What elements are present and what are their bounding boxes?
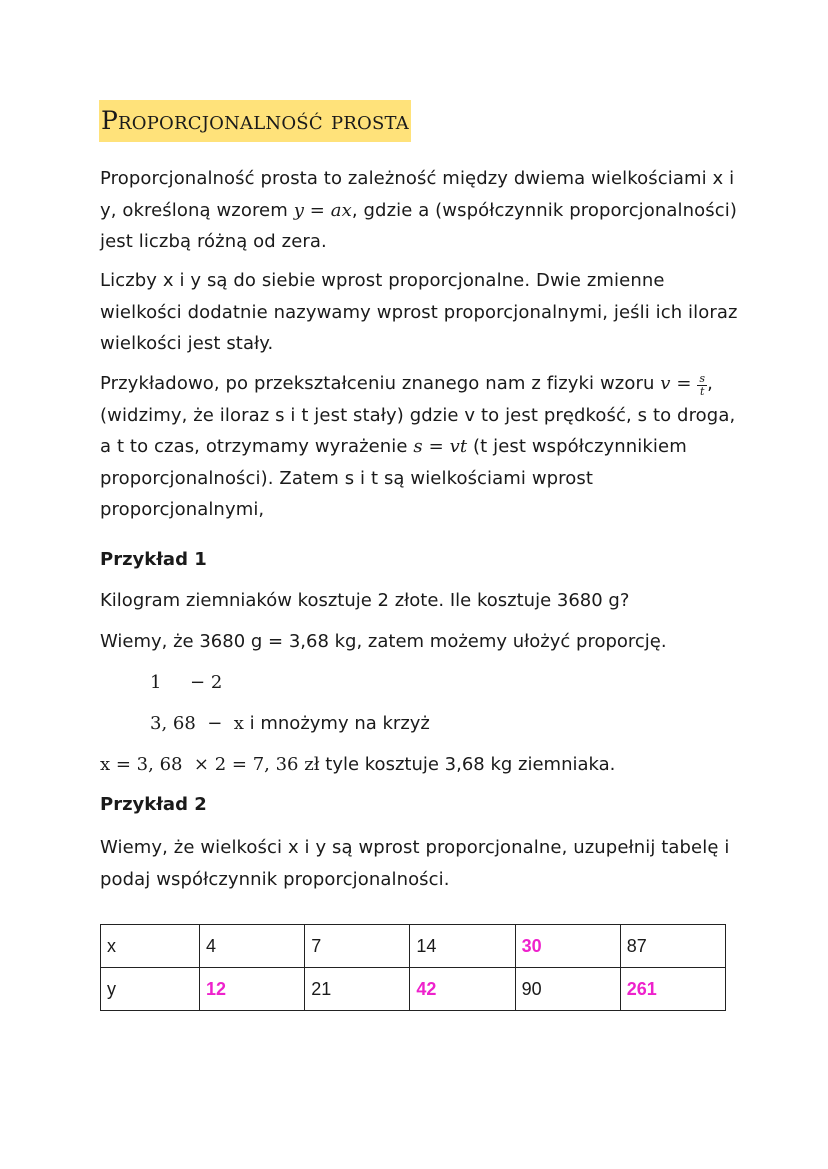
- intro-paragraph-3: [100, 368, 740, 526]
- example-2-heading: Przykład 2: [100, 794, 207, 815]
- proportion-row-1: 1 − 2: [150, 672, 223, 693]
- result-text: tyle kosztuje 3,68 kg ziemniaka.: [319, 754, 616, 775]
- intro-text-1a: Proporcjonalność prosta to zależność między dwiema wielkościami x i y, określoną wzorem: [100, 168, 735, 221]
- fraction-s-over-t: [697, 373, 707, 398]
- result-equation: x = 3, 68 × 2 = 7, 36 zł: [100, 754, 320, 775]
- table-label-y: y: [101, 968, 200, 1011]
- table-cell-x-1: 4: [200, 925, 305, 968]
- intro-paragraph-2: Liczby x i y są do siebie wprost proporcjonalne. Dwie zmienne wielkości dodatnie nazywamy wprost proporcjonalnymi, jeśli ich iloraz wielkości jest stały.: [100, 270, 738, 354]
- formula-v-lhs: v =: [660, 373, 692, 394]
- formula-y-ax: y = ax: [293, 199, 352, 221]
- table-cell-y-3: 42: [410, 968, 515, 1011]
- proportion-table: [100, 924, 726, 1011]
- table-cell-y-4: 90: [515, 968, 620, 1011]
- table-cell-x-3: 14: [410, 925, 515, 968]
- table-label-x: x: [101, 925, 200, 968]
- proportion-row-2-math: 3, 68 − x: [150, 713, 244, 734]
- example-1-heading: Przykład 1: [100, 549, 207, 570]
- fraction-denominator: t: [700, 385, 705, 398]
- table-cell-x-2: 7: [305, 925, 410, 968]
- intro-text-3c: (t jest współczynnikiem proporcjonalności). Zatem s i t są wielkościami wprost proporcjonalnymi,: [100, 436, 687, 520]
- example-1-result: [100, 754, 615, 775]
- page-title: Proporcjonalność prosta: [99, 100, 411, 142]
- formula-s-vt: s = vt: [413, 436, 468, 457]
- example-2-task: Wiemy, że wielkości x i y są wprost proporcjonalne, uzupełnij tabelę i podaj współczynnik proporcjonalności.: [100, 837, 730, 890]
- fraction-numerator: s: [699, 372, 706, 385]
- table-row-x: [101, 925, 726, 968]
- example-1-question: Kilogram ziemniaków kosztuje 2 złote. Ile kosztuje 3680 g?: [100, 590, 630, 611]
- proportion-row-2-text: i mnożymy na krzyż: [243, 713, 430, 734]
- proportion-row-2: [150, 713, 430, 734]
- intro-paragraph-1: [100, 163, 740, 258]
- table-cell-x-5: 87: [620, 925, 725, 968]
- intro-text-3a: Przykładowo, po przekształceniu znanego nam z fizyki wzoru: [100, 373, 661, 394]
- intro-text-3b: , (widzimy, że iloraz s i t jest stały) gdzie v to jest prędkość, s to droga, a t to czas, otrzymamy wyrażenie: [100, 373, 736, 457]
- table-cell-y-1: 12: [200, 968, 305, 1011]
- example-1-conversion: Wiemy, że 3680 g = 3,68 kg, zatem możemy ułożyć proporcję.: [100, 631, 667, 652]
- table-row-y: [101, 968, 726, 1011]
- intro-text-1b: , gdzie a (współczynnik proporcjonalności) jest liczbą różną od zera.: [100, 199, 737, 252]
- table-cell-x-4: 30: [515, 925, 620, 968]
- table-cell-y-5: 261: [620, 968, 725, 1011]
- table-cell-y-2: 21: [305, 968, 410, 1011]
